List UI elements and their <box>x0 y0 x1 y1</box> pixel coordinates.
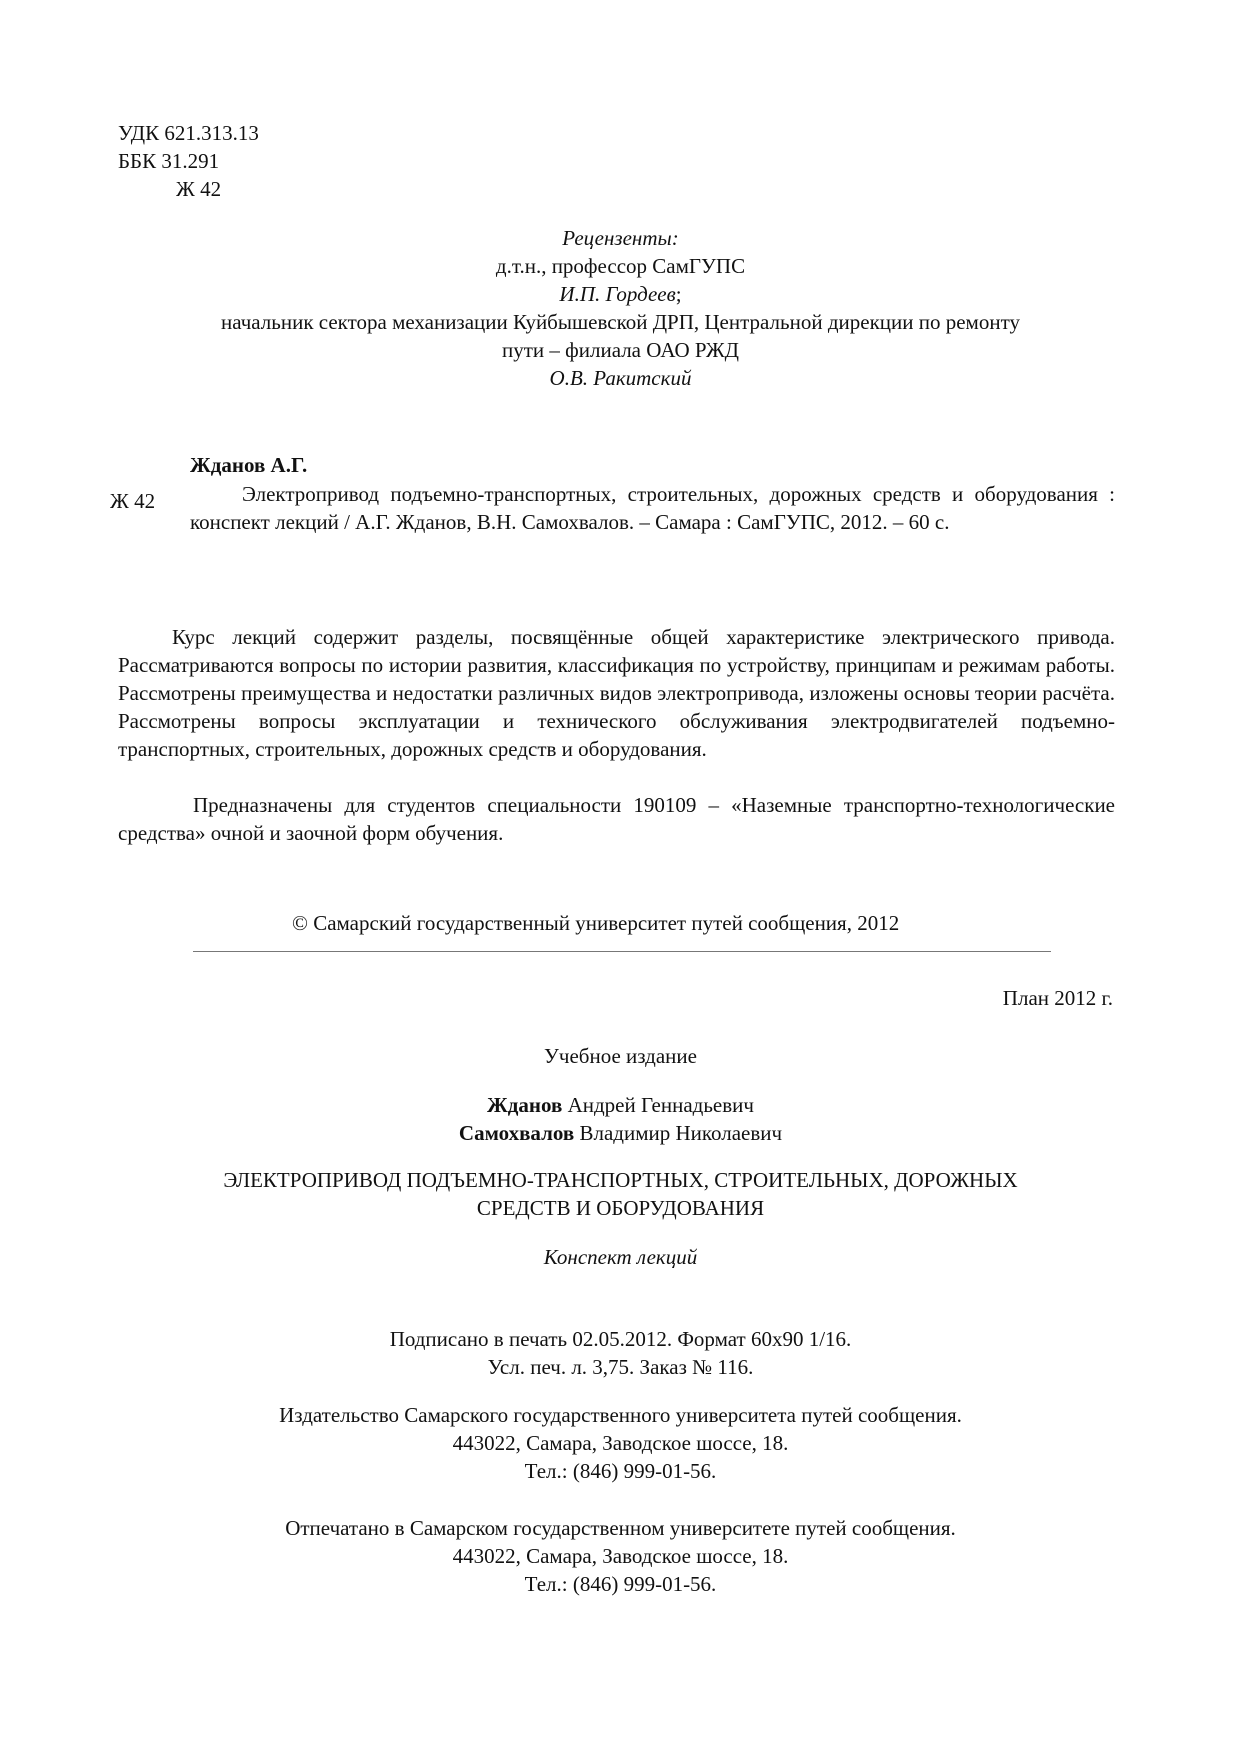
author-1 <box>0 1092 1241 1118</box>
bib-author: Жданов А.Г. <box>190 453 308 477</box>
book-subtitle: Конспект лекций <box>543 1245 698 1269</box>
reviewers-heading: Рецензенты: <box>562 226 679 250</box>
author-1-surname: Жданов <box>487 1093 563 1117</box>
reviewer-1-name: И.П. Гордеев <box>559 282 676 306</box>
book-title-line1: ЭЛЕКТРОПРИВОД ПОДЪЕМНО-ТРАНСПОРТНЫХ, СТРОИТЕЛЬНЫХ, ДОРОЖНЫХ <box>223 1168 1018 1192</box>
reviewer-1-title: д.т.н., профессор СамГУПС <box>495 254 746 278</box>
edition-type: Учебное издание <box>544 1044 697 1068</box>
bib-code: Ж 42 <box>110 489 156 513</box>
bib-description: Электропривод подъемно-транспортных, строительных, дорожных средств и оборудования : конспект лекций / А.Г. Жданов, В.Н. Самохвалов. – Самара : СамГУПС, 2012. – 60 с. <box>190 482 1115 534</box>
plan-label: План 2012 г. <box>1002 986 1113 1010</box>
reviewer-2-title-line2: пути – филиала ОАО РЖД <box>501 338 739 362</box>
divider-line <box>193 951 1051 952</box>
printer-name: Отпечатано в Самарском государственном университете путей сообщения. <box>285 1516 956 1540</box>
author-2-surname: Самохвалов <box>458 1121 575 1145</box>
reviewer-1-separator: ; <box>675 282 682 306</box>
author-2 <box>0 1120 1241 1146</box>
printer-phone: Тел.: (846) 999-01-56. <box>524 1572 717 1596</box>
copyright-notice: © Самарский государственный университет путей сообщения, 2012 <box>292 911 900 935</box>
printer-address: 443022, Самара, Заводское шоссе, 18. <box>452 1544 789 1568</box>
author-mark-code: Ж 42 <box>176 177 222 201</box>
author-2-names: Владимир Николаевич <box>579 1121 783 1145</box>
abstract-paragraph-1: Курс лекций содержит разделы, посвящённые общей характеристике электрического привода. Рассматриваются вопросы по истории развития, классификация по устройству, принципам и режимам работы. Рассмотрены преимущества и недостатки различных видов электропривода, изложены основы теории расчёта. Рассмотрены вопросы эксплуатации и технического обслуживания электродвигателей подъемно-транспортных, строительных, дорожных средств и оборудования. <box>118 625 1115 761</box>
reviewer-1-line <box>0 281 1241 307</box>
print-signed-info: Подписано в печать 02.05.2012. Формат 60х90 1/16. <box>389 1327 852 1351</box>
publisher-phone: Тел.: (846) 999-01-56. <box>524 1459 717 1483</box>
abstract-paragraph-2: Предназначены для студентов специальности 190109 – «Наземные транспортно-технологические средства» очной и заочной форм обучения. <box>118 793 1115 845</box>
reviewer-2-title-line1: начальник сектора механизации Куйбышевской ДРП, Центральной дирекции по ремонту <box>221 310 1020 334</box>
book-title-line2: СРЕДСТВ И ОБОРУДОВАНИЯ <box>476 1196 765 1220</box>
publisher-address: 443022, Самара, Заводское шоссе, 18. <box>452 1431 789 1455</box>
reviewer-2-name: О.В. Ракитский <box>549 366 692 390</box>
bbk-code: ББК 31.291 <box>118 149 220 173</box>
udk-code: УДК 621.313.13 <box>118 121 259 145</box>
author-1-names: Андрей Геннадьевич <box>567 1093 754 1117</box>
print-sheets-info: Усл. печ. л. 3,75. Заказ № 116. <box>487 1355 754 1379</box>
publisher-name: Издательство Самарского государственного университета путей сообщения. <box>279 1403 962 1427</box>
